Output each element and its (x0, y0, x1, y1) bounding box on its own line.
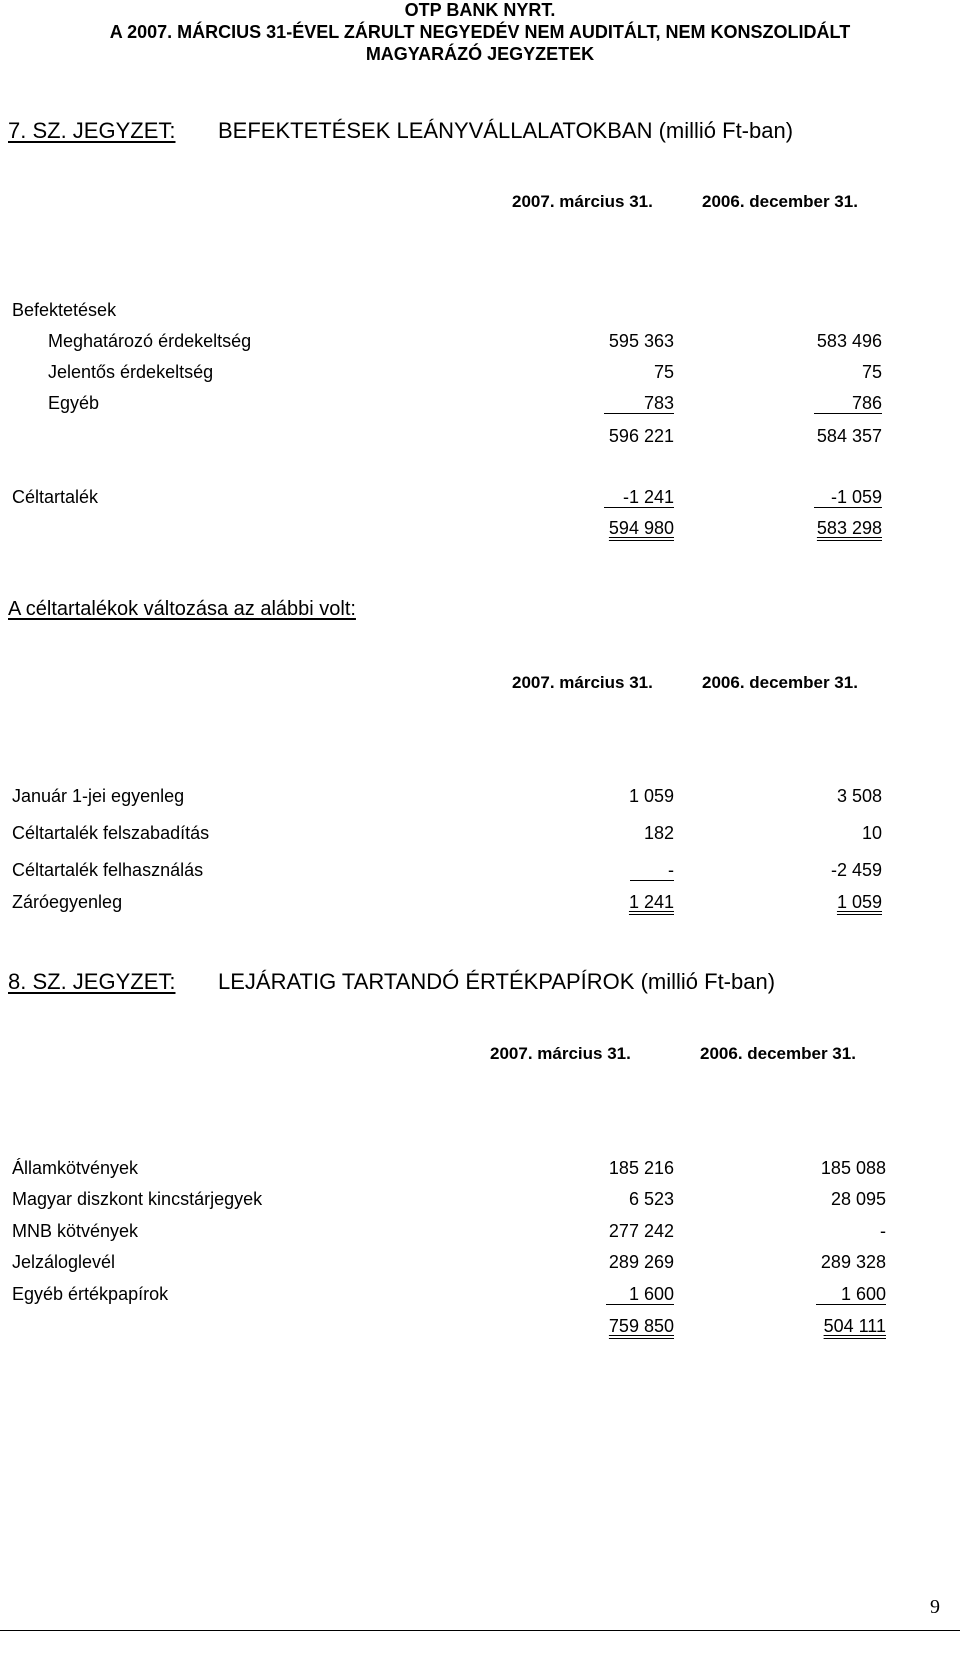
table-cell: 182 (643, 823, 674, 843)
subtotal-cell: 584 357 (816, 426, 882, 446)
table-cell: 10 (861, 823, 882, 843)
note7-title: BEFEKTETÉSEK LEÁNYVÁLLALATOKBAN (millió Ft-ban) (218, 118, 794, 143)
total-cell: 594 980 (608, 518, 674, 538)
note7-col1-header: 2007. március 31. (512, 192, 653, 211)
provision-cell: -1 059 (814, 487, 882, 508)
table-row-label: MNB kötvények (12, 1221, 139, 1241)
company-name: OTP BANK NYRT. (404, 0, 556, 20)
table-row-label: Jelzáloglevél (12, 1252, 116, 1272)
footer-divider (0, 1630, 960, 1631)
table-row-label: Céltartalék felszabadítás (12, 823, 210, 843)
table-cell: 277 242 (608, 1221, 674, 1241)
total-cell: 504 111 (823, 1316, 886, 1336)
note8-col1-header: 2007. március 31. (490, 1044, 631, 1063)
note8-title: LEJÁRATIG TARTANDÓ ÉRTÉKPAPÍROK (millió Ft-ban) (218, 969, 776, 994)
movement-col2-header: 2006. december 31. (702, 673, 858, 692)
table-cell: - (630, 860, 674, 881)
note7-section-label: Befektetések (12, 300, 117, 320)
note8-col2-header: 2006. december 31. (700, 1044, 856, 1063)
table-cell: 75 (653, 362, 674, 382)
provision-label: Céltartalék (12, 487, 99, 507)
note8-number: 8. SZ. JEGYZET: (8, 969, 176, 994)
table-cell: 289 328 (820, 1252, 886, 1272)
total-cell: 759 850 (608, 1316, 674, 1336)
table-cell: 28 095 (830, 1189, 886, 1209)
note7-number: 7. SZ. JEGYZET: (8, 118, 176, 143)
table-row-label: Meghatározó érdekeltség (48, 331, 252, 351)
table-cell: 185 216 (608, 1158, 674, 1178)
note7-col2-header: 2006. december 31. (702, 192, 858, 211)
report-subtitle: A 2007. MÁRCIUS 31-ÉVEL ZÁRULT NEGYEDÉV NEM AUDITÁLT, NEM KONSZOLIDÁLT (109, 22, 851, 42)
table-cell: - (880, 1221, 886, 1241)
movement-col1-header: 2007. március 31. (512, 673, 653, 692)
table-cell: 1 059 (836, 892, 882, 912)
table-cell: 595 363 (608, 331, 674, 351)
table-cell: 3 508 (836, 786, 882, 806)
movement-title: A céltartalékok változása az alábbi volt: (8, 598, 356, 620)
table-cell: 75 (861, 362, 882, 382)
table-cell: 1 059 (628, 786, 674, 806)
table-cell: 1 600 (816, 1284, 886, 1305)
provision-cell: -1 241 (604, 487, 674, 508)
table-cell: 1 241 (628, 892, 674, 912)
table-row-label: Céltartalék felhasználás (12, 860, 204, 880)
report-subtitle-2: MAGYARÁZÓ JEGYZETEK (365, 44, 595, 64)
table-cell: 783 (604, 393, 674, 414)
page-number: 9 (930, 1596, 940, 1618)
table-cell: 583 496 (816, 331, 882, 351)
table-cell: 1 600 (606, 1284, 674, 1305)
table-row-label: Egyéb (48, 393, 100, 413)
table-row-label: Egyéb értékpapírok (12, 1284, 169, 1304)
table-row-label: Államkötvények (12, 1158, 139, 1178)
table-cell: 289 269 (608, 1252, 674, 1272)
table-row-label: Magyar diszkont kincstárjegyek (12, 1189, 263, 1209)
table-cell: 786 (814, 393, 882, 414)
subtotal-cell: 596 221 (608, 426, 674, 446)
table-cell: 185 088 (820, 1158, 886, 1178)
table-row-label: Jelentős érdekeltség (48, 362, 214, 382)
table-row-label: Záróegyenleg (12, 892, 123, 912)
total-cell: 583 298 (816, 518, 882, 538)
table-cell: -2 459 (830, 860, 882, 880)
table-row-label: Január 1-jei egyenleg (12, 786, 185, 806)
table-cell: 6 523 (628, 1189, 674, 1209)
